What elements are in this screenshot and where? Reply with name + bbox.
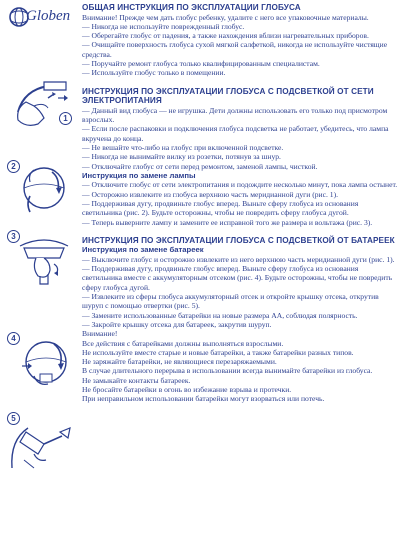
paragraph: — Извлеките из сферы глобуса аккумуляторный отсек и откройте крышку отсека, открутив шуруп с помощью отвертки (рис. 5). [82,292,379,311]
paragraph: — Если после распаковки и подключения глобуса подсветка не работает, убедитесь, что лампа вкручена до конца. [82,124,389,143]
paragraph: Не замыкайте контакты батареек. [82,375,191,385]
paragraph: — Замените использованные батарейки на новые размера АА, соблюдая полярность. [82,310,358,320]
paragraph: Не заряжайте батарейки, не являющиеся перезаряжаемыми. [82,357,277,367]
paragraph: В случае длительного перерыва в использовании всегда вынимайте батарейки из глобуса. [82,366,373,376]
paragraph: — Очищайте поверхность глобуса сухой мягкой салфеткой, никогда не используйте чистящие средства. [82,40,388,59]
paragraph: — Никогда не вынимайте вилку из розетки, потянув за шнур. [82,152,281,162]
paragraph: — Осторожно извлеките из глобуса верхнюю часть меридианной дуги (рис. 1). [82,189,338,199]
paragraph: — Данный вид глобуса — не игрушка. Дети должны использовать его только под присмотром взрослых. [82,105,388,125]
figure-5 [4,410,76,470]
paragraph: — Никогда не используйте поврежденный глобус. [82,21,245,31]
step-number-1: 1 [59,112,72,125]
brand-name: Globen [26,8,71,24]
paragraph: — Поручайте ремонт глобуса только квалифицированным специалистам. [82,59,320,69]
figure-1 [4,72,76,132]
section-title: ИНСТРУКЦИЯ ПО ЭКСПЛУАТАЦИИ ГЛОБУСА С ПОДСВЕТКОЙ ОТ БАТАРЕЕК [82,235,395,245]
section-mains-powered [82,87,400,227]
paragraph: Внимание! Прежде чем дать глобус ребенку, удалите с него все упаковочные материалы. [82,12,369,22]
paragraph: — Не вешайте что-либо на глобус при включенной подсветке. [82,143,284,153]
figure-4 [4,330,76,390]
paragraph: — Оберегайте глобус от падения, а также нахождения вблизи нагревательных приборов. [82,31,369,41]
paragraph: — Поддерживая дугу, продвиньте глобус вперед. Выньте сферу глобуса из основания светильника вместе с аккумуляторным отсеком (рис. 4). Будьте осторожны, чтобы не повредить сферу глобуса дугой. [82,264,393,292]
paragraph: — Отключите глобус от сети электропитания и подождите несколько минут, пока лампа остынет. [82,180,398,190]
brand-logo [8,4,78,32]
subsection-title: Инструкция по замене батареек [82,245,204,255]
step-number-4: 4 [7,332,20,345]
section-title: ОБЩАЯ ИНСТРУКЦИЯ ПО ЭКСПЛУАТАЦИИ ГЛОБУСА [82,3,301,12]
warning-heading: Внимание! [82,329,118,339]
instructions-text [82,3,400,404]
subsection-title: Инструкция по замене лампы [82,170,196,180]
section-title: ИНСТРУКЦИЯ ПО ЭКСПЛУАТАЦИИ ГЛОБУСА С ПОДСВЕТКОЙ ОТ СЕТИ ЭЛЕКТРОПИТАНИЯ [82,86,374,106]
paragraph: — Отключайте глобус от сети перед ремонтом, заменой лампы, чисткой. [82,161,318,171]
paragraph: — Поддерживая дугу, продвиньте глобус вперед. Выньте сферу глобуса из основания светильника (рис. 2). Будьте осторожны, чтобы не повредить сферу глобуса дугой. [82,198,359,218]
paragraph: При неправильном использовании батарейки могут взорваться или потечь. [82,394,325,404]
section-general [82,3,400,78]
paragraph: — Теперь выверните лампу и замените ее исправной того же размера и вольтажа (рис. 3). [82,217,373,227]
section-battery-powered [82,236,400,404]
paragraph: — Закройте крышку отсека для батареек, закрутив шуруп. [82,319,272,329]
figure-2 [4,158,76,218]
figure-3 [4,228,76,288]
paragraph: Не бросайте батарейки в огонь во избежание взрыва и протечки. [82,384,292,394]
paragraph: — Выключите глобус и осторожно извлеките из него верхнюю часть меридианной дуги (рис. 1). [82,254,395,264]
paragraph: Все действия с батарейками должны выполняться взрослыми. [82,338,284,348]
step-number-5: 5 [7,412,20,425]
paragraph: Не используйте вместе старые и новые батарейки, а также батарейки разных типов. [82,347,354,357]
paragraph: — Используйте глобус только в помещении. [82,68,226,78]
step-number-2: 2 [7,160,20,173]
step-number-3: 3 [7,230,20,243]
